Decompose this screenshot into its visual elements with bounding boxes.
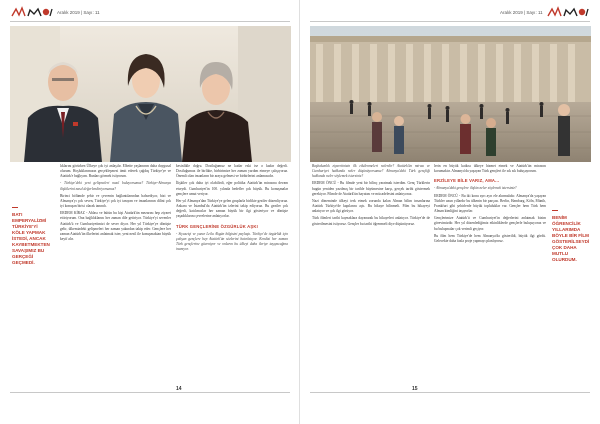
magazine-logo <box>546 6 590 18</box>
pull-quote-rule <box>552 210 558 211</box>
paragraph: Gençlerimize Atatürk'ü ve Cumhuriyet'in değerlerini anlatmak bizim görevimizdir. Her yıl düzenlediğimiz etkinliklerde gençlerle buluşuyoruz ve bu buluşmalar çok verimli geçiyor. <box>434 216 546 231</box>
question: Başbakanlık ziyaretinizin ilk etkilenmeleri nelerdir? Atatürk'ün mirası ve Cumhuriyet hakkında neler düşünüyorsunuz? Almanya'daki Türk gençliği hakkında neler söylemek istersiniz? <box>312 164 430 179</box>
header-rule <box>10 21 290 22</box>
paragraph: ERDEM KİRAZ - Ablası ve bütün bu kişi Atatürk'ün mezarını hep ziyaret ettiriyorum. Ona bağlılıklarını her zaman dile getiriyor. Türkiye'yi sevenler Atatürk'ü ve Cumhuriyetimizi de sever diyor. Her yıl Türkiye'ye dönüşte gelir, ülkemizdeki gelişmeleri her zaman yakından takip eder. Gençlere her zaman Atatürk'ün ilkelerini anlatmak ister, yeni nesil ile konuşmaktan büyük keyif alır. <box>60 211 171 242</box>
paragraph: ERDEM ÖNCÜ - Bu filmde yeni bir bilinç yaratmak isterdim. Genç Türklerin bugün yeniden yazılmış bir tarihle büyümesine karşı, gerçek tarihi göstermek gerekiyor. Filmde de Atatürk'ün hayatını ve mücadelesini anlatıyoruz. <box>312 181 430 196</box>
left-column-2 <box>176 164 288 254</box>
right-column-2 <box>434 164 546 246</box>
paragraph: lerin en büyük katkısı ülkeye hizmet etmek ve Atatürk'ün mirasını korumaktır. Almanya'da yaşayan Türk gençleri ile sık sık buluşuyorum. <box>434 164 546 174</box>
header-rule <box>310 21 590 22</box>
footer-rule <box>310 392 590 393</box>
paragraph: ERDEM ÖNCÜ - Bu iki konu ayrı ayrı ele alınmalıdır. Almanya'da yaşayan Türkler uzun yıllardır bu ülkenin bir parçası. Berlin, Hamburg, Köln, Münih, Frankfurt gibi şehirlerde büyük topluluklar var. Gençler hem Türk hem Alman kimliğini taşıyorlar. <box>434 193 546 214</box>
page-number: 15 <box>412 386 418 392</box>
subheading: ERZİLEYE BİLE VARIZ, AMA... <box>434 178 500 184</box>
question: - Almanya'daki gençlere ilişkin neler söylemek istersiniz? <box>434 186 517 191</box>
footer-rule <box>10 392 290 393</box>
paragraph: Birinci bölümde şehir ve çevrenin bağlantılarından bahsediyor, bizi ve Almanya'yı çok seven, Türkiye'yi çok iyi tanıyan ve insanlarının dilini çok iyi konuşan birisi olarak tanındı. <box>60 193 171 209</box>
question: - Türkiye'deki yeni gelişmeleri nasıl buluyorsunuz? Türkiye-Almanya ilişkilerini nasıl değerlendiriyorsunuz? <box>60 181 171 191</box>
subheading: TÜRK GENÇLERİNE ÖZGÜRLÜK AŞKI <box>176 223 258 229</box>
paragraph: İlişkiler çok daha iyi olabilirdi, eğer politika Atatürk'ün mirasına devam etseydi. Cumhuriyet'in 100. yılında hedefler çok büyük. Bu konuşmalar gençlere umut veriyor. <box>176 181 288 196</box>
left-header <box>10 6 290 20</box>
right-pull-quote: BENİM ÖĞRENCİLİK YILLARIMDA BÖYLE BİR FİLM GÖSTERİLSEYDİ ÇOK DAHA MUTLU OLURDUM. <box>552 215 590 262</box>
left-pull-quote: BATI EMPERYALİZMİ TÜRKİYE'Yİ KÖLE YAPMAK İSTEDİ, ANCAK KAYBETMEKTEN SAVAŞIMIZ BU GERÇEĞİ GEÇMEDİ. <box>12 212 50 265</box>
paragraph: Bu film hem Türkiye'de hem Almanya'da gösterildi, büyük ilgi gördü. Gelecekte daha fazla proje yapmayı planlıyoruz. <box>434 233 546 243</box>
magazine-logo <box>10 6 54 18</box>
right-header <box>310 6 590 20</box>
paragraph: lıklarını görürken Ülkeye çok iyi anlaşılır. Elbette yaşlanırım daha duygusal olurum. Hoşluklarımızın gerçekleşmesi ümit ederek çağdaş Türkiye'ye ve Atatürk'e bağlıyım. Bunları görmek istiyorum. <box>60 164 171 179</box>
paragraph: Türk filmleri tarihi kaynaklara dayanarak bu hikayeleri anlatıyor. Türkiye'de de gösterilmesini istiyoruz. Gençler bu tarihi öğrenmeli diye düşünüyoruz. <box>312 216 430 226</box>
issue-meta: Aralık 2019 | Sayı: 11 <box>500 10 543 15</box>
paragraph: Her yıl Almanya'dan Türkiye'ye gelen gruplarla birlikte geziler düzenliyoruz. Ankara ve İstanbul'da Atatürk'ün izlerini takip ediyoruz. Bu geziler çok değerli, katılımcılar her zaman büyük bir ilgi gösteriyor ve dönüşte yaşadıklarını çevrelerine anlatıyorlar. <box>176 198 288 219</box>
pull-quote-rule <box>12 207 18 208</box>
left-column-1 <box>60 164 171 244</box>
right-column-1 <box>312 164 430 229</box>
issue-meta: Aralık 2019 | Sayı: 11 <box>57 10 100 15</box>
question: - Siyasetçi ve yazar Leila Akgün bilgisini paylaştı. Türkiye'de özgürlük için çalışan gençlere hep Atatürk'ün sözlerini hatırlatıyor. Kendisi her zaman Türk gençlerine güveniyor ve onların bu ülkeyi daha ileriye taşıyacağına inanıyor. <box>176 231 288 252</box>
paragraph: Nazi döneminde ülkeyi terk etmek zorunda kalan Alman bilim insanlarına Atatürk Türkiye'de kapılarını açtı. Bu hikaye bilinmeli. Film bu hikayeyi anlatıyor ve çok ilgi görüyor. <box>312 198 430 214</box>
paragraph: kesinlikle doğru. Dostluğumuz ne kadar eski ise o kadar değerli. Dostluğumuz ile birlikte, birbirimize her zaman yardım etmeye çalışıyoruz. Önemli olan insanların bir araya gelmesi ve birbirlerini anlamasıdır. <box>176 164 288 179</box>
courtyard-photo <box>310 26 591 162</box>
portrait-photo <box>10 26 291 162</box>
page-number: 14 <box>176 386 182 392</box>
right-page <box>300 0 600 424</box>
